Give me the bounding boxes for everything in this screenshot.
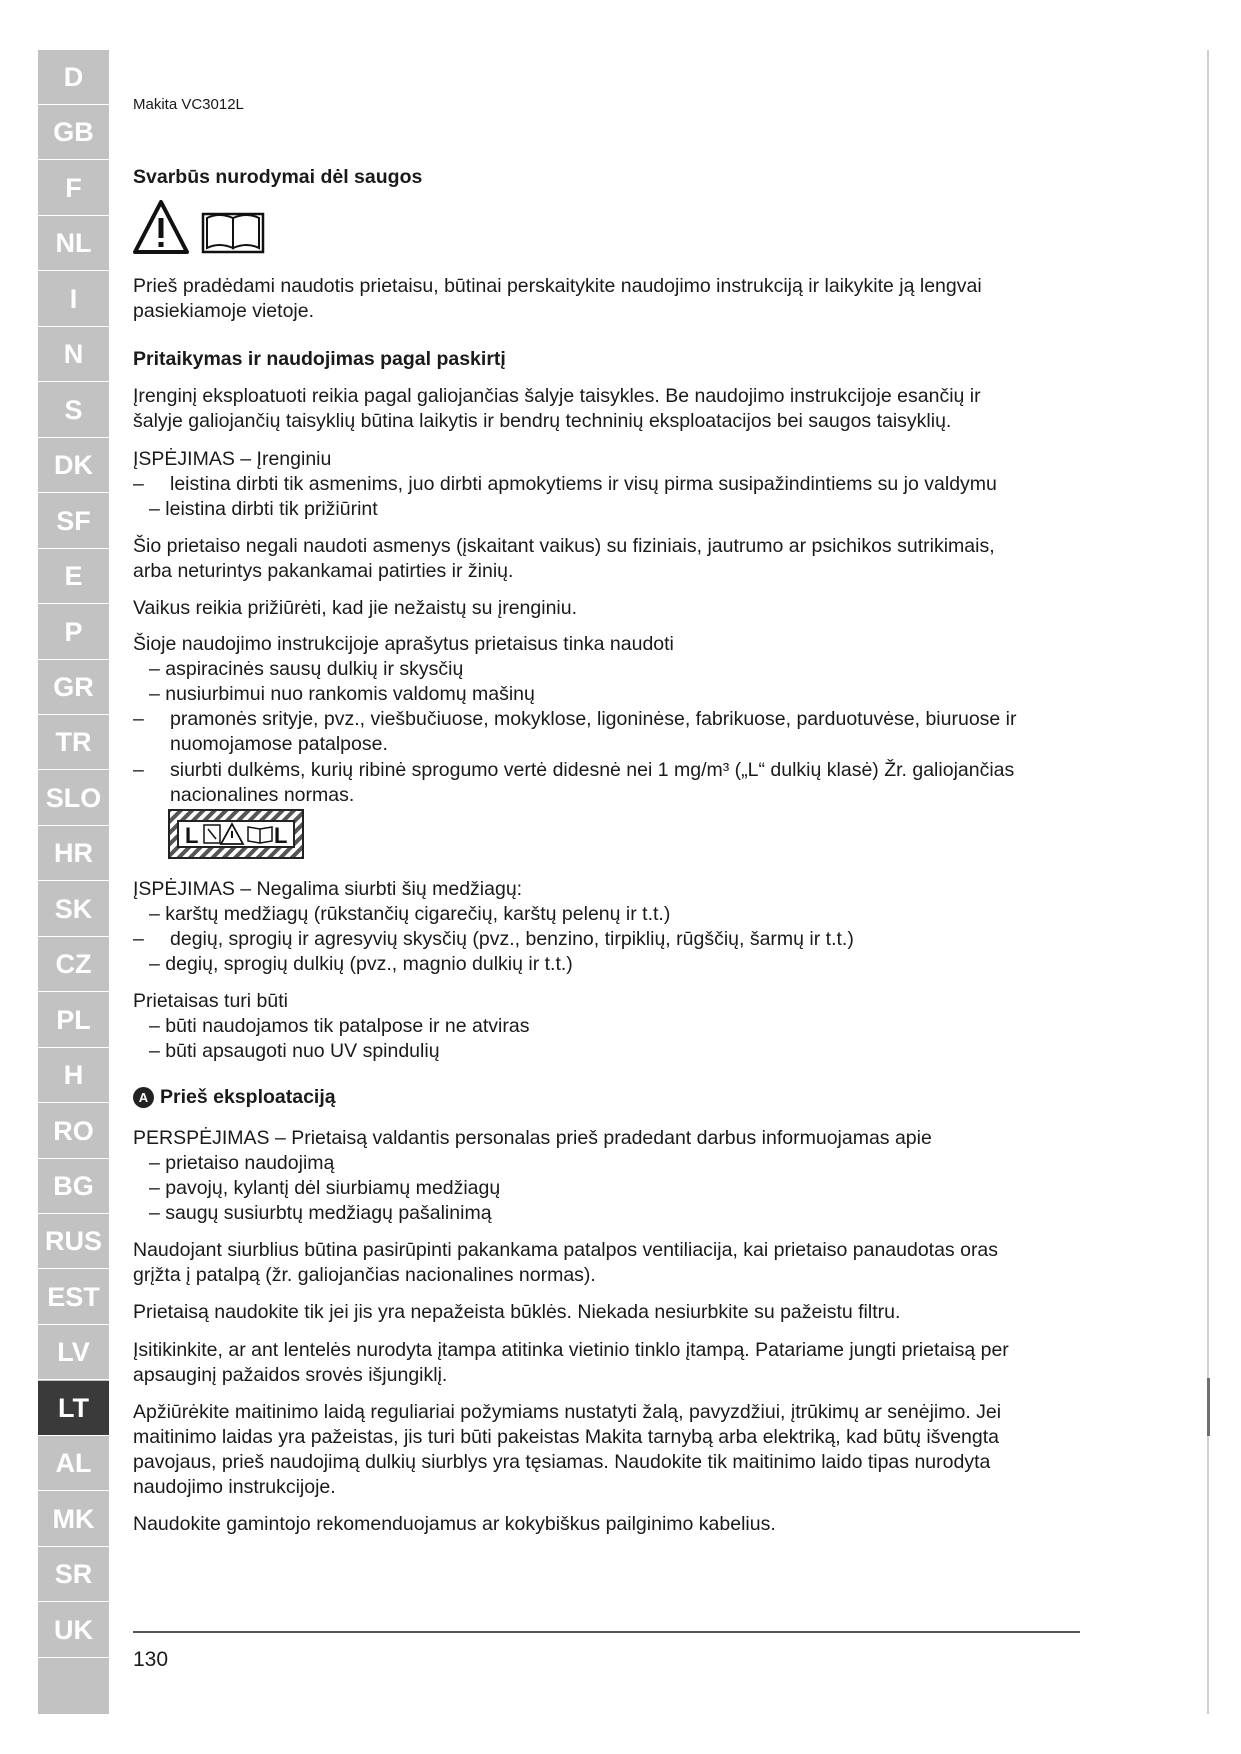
page-number: 130 — [133, 1648, 169, 1671]
section-a-badge: A — [133, 1087, 154, 1108]
caution-heading: PERSPĖJIMAS – Prietaisą valdantis personalas prieš pradedant darbus informuojamas apie — [133, 1127, 932, 1149]
caution-item-3: – saugų susiurbtų medžiagų pašalinimą — [149, 1202, 492, 1224]
suitable-item-4-line-1: siurbti dulkėms, kurių ribinė sprogumo vertė didesnė nei 1 mg/m³ („L“ dulkių klasė) Žr. galiojančias — [170, 759, 1015, 781]
usage-title: Pritaikymas ir naudojimas pagal paskirtį — [133, 348, 506, 370]
language-tab-hr[interactable]: HR — [38, 826, 109, 881]
intro-line-1: Prieš pradėdami naudotis prietaisu, būtinai perskaitykite naudojimo instrukciją ir laikykite ją lengvai — [133, 275, 982, 297]
list-dash: – — [133, 708, 144, 730]
language-tab-sf[interactable]: SF — [38, 494, 109, 549]
model-name: Makita VC3012L — [133, 96, 244, 113]
language-tab-f[interactable]: F — [38, 161, 109, 216]
warning1-item-1: leistina dirbti tik asmenims, juo dirbti apmokytiems ir visų pirma susipažindintiems su jo valdymu — [170, 473, 997, 495]
before-operation-title — [133, 1086, 336, 1109]
cord-line-4: naudojimo instrukcijoje. — [133, 1476, 336, 1498]
language-tab-gr[interactable]: GR — [38, 660, 109, 715]
usage-line-1: Įrenginį eksploatuoti reikia pagal galiojančias šalyje taisykles. Be naudojimo instrukcijoje esančių ir — [133, 385, 981, 407]
manual-book-icon — [203, 214, 263, 252]
warning2-heading: ĮSPĖJIMAS – Negalima siurbti šių medžiagų: — [133, 878, 523, 900]
language-tab-s[interactable]: S — [38, 383, 109, 438]
language-tab-nl[interactable]: NL — [38, 216, 109, 271]
dust-class-left-letter: L — [185, 823, 199, 848]
list-dash: – — [133, 473, 144, 495]
extension-cable-note: Naudokite gamintojo rekomenduojamus ar kokybiškus pailginimo kabelius. — [133, 1513, 776, 1535]
language-tab-ro[interactable]: RO — [38, 1104, 109, 1159]
cord-line-2: maitinimo laidas yra pažeistas, jis turi būti pakeistas Makita tarnybą arba elektriką, kad būtų išvengta — [133, 1426, 999, 1448]
intro-line-2: pasiekiamoje vietoje. — [133, 300, 315, 322]
language-tab-slo[interactable]: SLO — [38, 771, 109, 826]
language-tab-cz[interactable]: CZ — [38, 937, 109, 992]
suitable-heading: Šioje naudojimo instrukcijoje aprašytus prietaisus tinka naudoti — [133, 633, 674, 655]
language-tab-lt[interactable]: LT — [38, 1381, 109, 1436]
voltage-line-2: apsauginį pažaidos srovės išjungiklį. — [133, 1364, 448, 1386]
language-tab-dk[interactable]: DK — [38, 438, 109, 493]
language-tab-p[interactable]: P — [38, 605, 109, 660]
language-tab-mk[interactable]: MK — [38, 1492, 109, 1547]
list-dash: – — [133, 759, 144, 781]
suitable-item-4-line-2: nacionalines normas. — [170, 784, 355, 806]
suitable-item-2: – nusiurbimui nuo rankomis valdomų mašinų — [149, 683, 535, 705]
caution-item-2: – pavojų, kylantį dėl siurbiamų medžiagų — [149, 1177, 501, 1199]
warning-triangle-icon — [135, 202, 187, 252]
language-tab-al[interactable]: AL — [38, 1436, 109, 1491]
language-tab-i[interactable]: I — [38, 272, 109, 327]
language-tab-est[interactable]: EST — [38, 1270, 109, 1325]
warning2-item-1: – karštų medžiagų (rūkstančių cigarečių, karštų pelenų ir t.t.) — [149, 903, 671, 925]
undamaged-note: Prietaisą naudokite tik jei jis yra nepažeista būklės. Niekada nesiurbkite su pažeistu filtru. — [133, 1301, 901, 1323]
warning1-item-2: – leistina dirbti tik prižiūrint — [149, 498, 378, 520]
language-tab-h[interactable]: H — [38, 1048, 109, 1103]
language-tab-bg[interactable]: BG — [38, 1159, 109, 1214]
language-tab-pl[interactable]: PL — [38, 993, 109, 1048]
ventilation-line-2: grįžta į patalpą (žr. galiojančias nacionalines normas). — [133, 1264, 596, 1286]
before-operation-title-text: Prieš eksploataciją — [160, 1086, 336, 1108]
dust-class-l-label — [168, 809, 304, 859]
suitable-item-3-line-2: nuomojamose patalpose. — [170, 733, 388, 755]
suitable-item-1: – aspiracinės sausų dulkių ir skysčių — [149, 658, 464, 680]
language-tab-d[interactable]: D — [38, 50, 109, 105]
language-tab-rus[interactable]: RUS — [38, 1214, 109, 1269]
language-tab-sk[interactable]: SK — [38, 882, 109, 937]
language-sidebar — [38, 50, 109, 1714]
language-tab-tr[interactable]: TR — [38, 715, 109, 770]
persons-line-2: arba neturintys pakankamai patirties ir žinių. — [133, 560, 514, 582]
warning2-item-2: degių, sprogių ir agresyvių skysčių (pvz., benzino, tirpiklių, rūgščių, šarmų ir t.t.) — [170, 928, 854, 950]
language-tab-uk[interactable]: UK — [38, 1603, 109, 1658]
caution-item-1: – prietaiso naudojimą — [149, 1152, 335, 1174]
safety-icons — [133, 198, 273, 258]
list-dash: – — [133, 928, 144, 950]
voltage-line-1: Įsitikinkite, ar ant lentelės nurodyta įtampa atitinka vietinio tinklo įtampą. Patariame jungti prietaisą per — [133, 1339, 1009, 1361]
must-heading: Prietaisas turi būti — [133, 990, 288, 1012]
language-tab-e[interactable]: E — [38, 549, 109, 604]
warning1-heading: ĮSPĖJIMAS – Įrenginiu — [133, 448, 332, 470]
language-tab-n[interactable]: N — [38, 327, 109, 382]
footer-rule — [133, 1631, 1080, 1633]
ventilation-line-1: Naudojant siurblius būtina pasirūpinti pakankama patalpos ventiliacija, kai prietaiso panaudotas oras — [133, 1239, 999, 1261]
language-tab-lv[interactable]: LV — [38, 1325, 109, 1380]
persons-line-1: Šio prietaiso negali naudoti asmenys (įskaitant vaikus) su fiziniais, jautrumo ar psichikos sutrikimais, — [133, 535, 995, 557]
must-item-1: – būti naudojamos tik patalpose ir ne atviras — [149, 1015, 530, 1037]
language-tab-gb[interactable]: GB — [38, 105, 109, 160]
warning2-item-3: – degių, sprogių dulkių (pvz., magnio dulkių ir t.t.) — [149, 953, 573, 975]
children-note: Vaikus reikia prižiūrėti, kad jie nežaistų su įrenginiu. — [133, 597, 578, 619]
cord-line-1: Apžiūrėkite maitinimo laidą reguliariai požymiams nustatyti žalą, pavyzdžiui, įtrūkimų ar senėjimo. Jei — [133, 1401, 1002, 1423]
cord-line-3: pavojaus, prieš naudojimą dulkių siurblys yra tęsiamas. Naudokite tik maitinimo laido tipas nurodyta — [133, 1451, 991, 1473]
dust-class-right-letter: L — [274, 823, 288, 848]
must-item-2: – būti apsaugoti nuo UV spindulių — [149, 1040, 440, 1062]
safety-title: Svarbūs nurodymai dėl saugos — [133, 166, 423, 188]
right-margin-marker — [1207, 1378, 1210, 1436]
suitable-item-3-line-1: pramonės srityje, pvz., viešbučiuose, mokyklose, ligoninėse, fabrikuose, parduotuvėse, biuruose ir — [170, 708, 1017, 730]
language-tab-sr[interactable]: SR — [38, 1547, 109, 1602]
usage-line-2: šalyje galiojančių taisyklių būtina laikytis ir bendrų techninių eksploatacijos bei saugos taisyklių. — [133, 410, 952, 432]
right-margin-rule — [1207, 50, 1209, 1714]
